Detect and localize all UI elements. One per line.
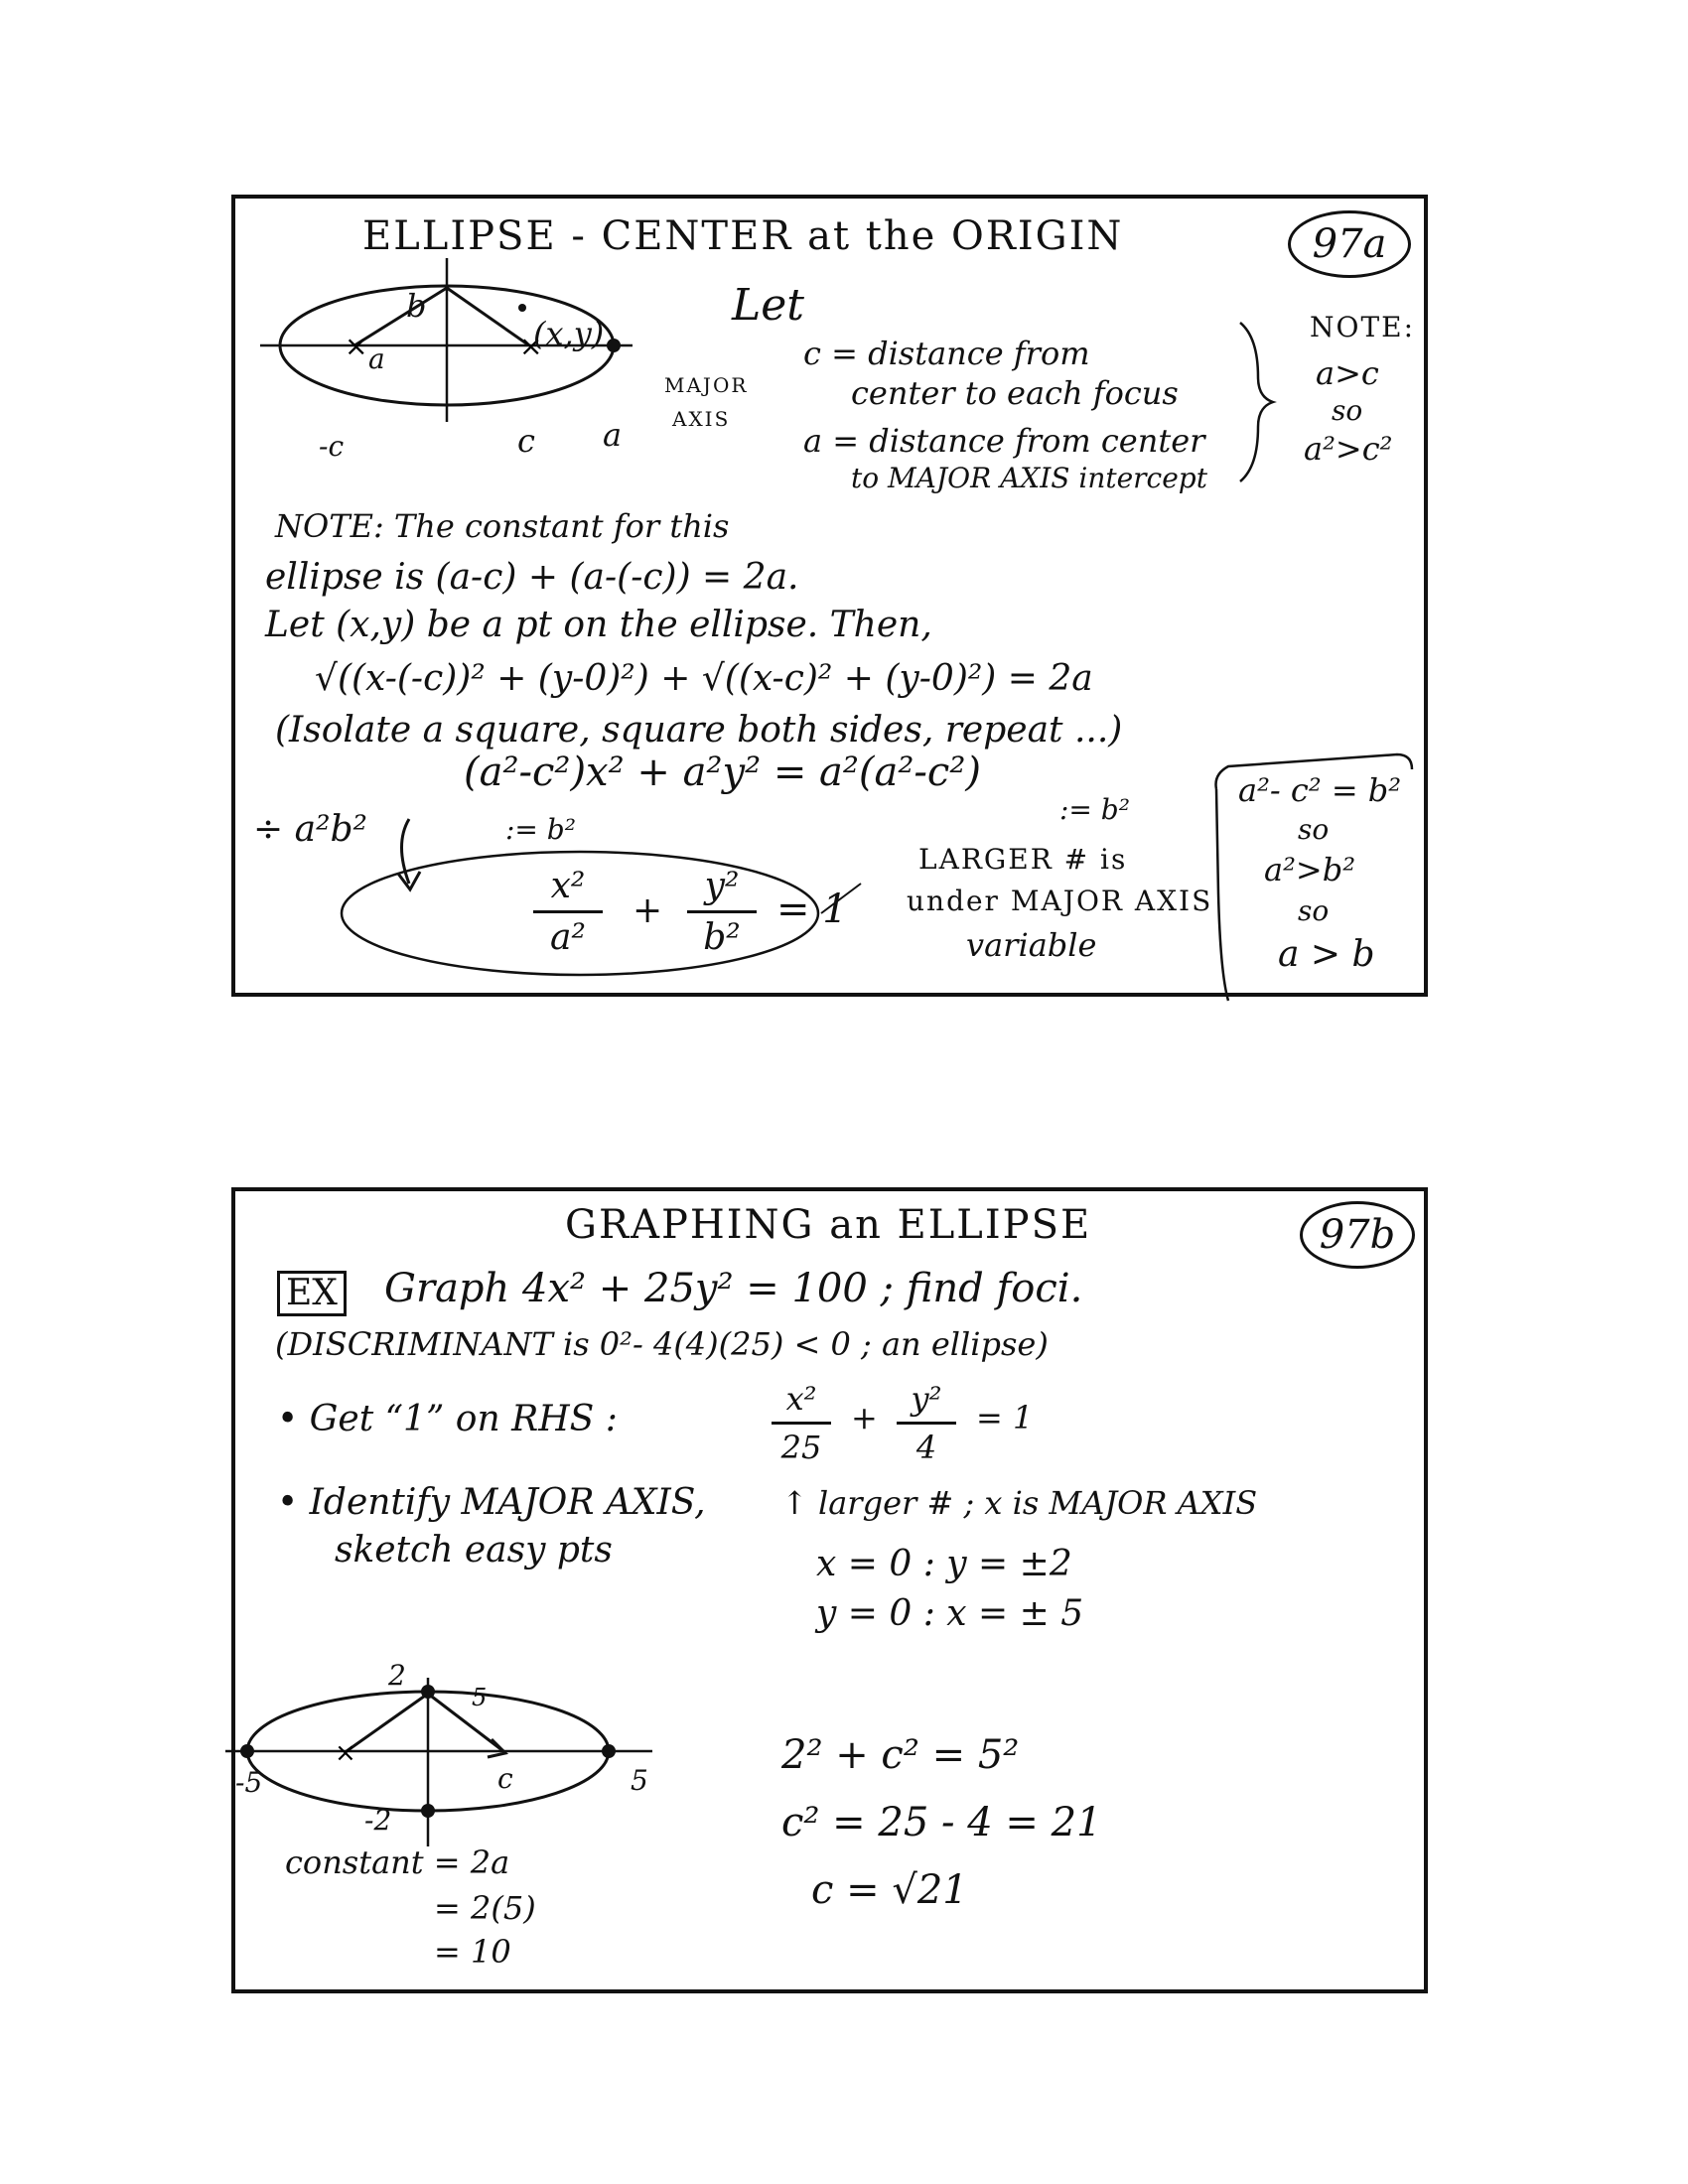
numerator-y2: y²: [687, 866, 757, 913]
numerator-x2: x²: [533, 866, 603, 913]
bullet-identify-1: • Identify MAJOR AXIS,: [277, 1482, 706, 1523]
bullet-identify-2: sketch easy pts: [335, 1530, 613, 1570]
constant-line-1: constant = 2a: [285, 1843, 510, 1881]
pythagorean-3: c = √21: [811, 1867, 968, 1913]
box-right-4: so: [1298, 894, 1330, 927]
numerator-x2: x²: [772, 1380, 831, 1425]
x-zero-line: x = 0 : y = ±2: [816, 1544, 1072, 1584]
graph-label-c: c: [497, 1762, 513, 1795]
label-a-right: a: [603, 416, 623, 454]
numerator-y2: y²: [897, 1380, 956, 1425]
major-axis-label-1: MAJOR: [664, 373, 749, 397]
a-definition-1: a = distance from center: [803, 422, 1205, 460]
svg-text:×: ×: [345, 330, 368, 362]
divide-step: ÷ a²b²: [253, 809, 367, 850]
isolate-note: (Isolate a square, square both sides, repeat ...): [275, 710, 1123, 751]
label-b: b: [406, 287, 427, 325]
card-97a: [231, 195, 1428, 997]
graph-label-bottom: -2: [364, 1804, 392, 1837]
graph-label-left: -5: [235, 1766, 263, 1799]
let-label: Let: [732, 280, 804, 331]
box-right-5: a > b: [1278, 934, 1375, 975]
denominator-25: 25: [780, 1429, 822, 1466]
major-axis-label-2: AXIS: [672, 407, 731, 431]
c-definition-2: center to each focus: [851, 374, 1179, 412]
equals-one: = 1: [976, 1399, 1034, 1436]
page-badge: 97a: [1288, 210, 1411, 278]
bullet-get-one: • Get “1” on RHS :: [277, 1399, 618, 1439]
c-definition-1: c = distance from: [803, 335, 1090, 372]
let-point-line: Let (x,y) be a pt on the ellipse. Then,: [265, 605, 932, 645]
standard-frac-y: [687, 866, 757, 958]
larger-note-1: LARGER # is: [918, 843, 1128, 876]
note-right-2: a>c: [1316, 354, 1379, 392]
page-badge: 97b: [1300, 1201, 1415, 1269]
label-c: c: [517, 422, 535, 460]
note-right-3: so: [1332, 394, 1363, 427]
svg-text:×: ×: [519, 330, 543, 362]
plus-sign: +: [851, 1399, 878, 1436]
graph-label-top: 2: [388, 1659, 406, 1692]
a-definition-2: to MAJOR AXIS intercept: [851, 462, 1207, 494]
expanded-equation: (a²-c²)x² + a²y² = a²(a²-c²): [464, 750, 981, 795]
radical-equation: √((x-(-c))² + (y-0)²) + √((x-c)² + (y-0)²) = 2a: [315, 658, 1093, 699]
pythagorean-1: 2² + c² = 5²: [781, 1732, 1020, 1778]
card-97b: [231, 1187, 1428, 1993]
note-line-1: NOTE: The constant for this: [275, 507, 730, 545]
box-right-2: so: [1298, 813, 1330, 846]
y-zero-line: y = 0 : x = ± 5: [816, 1593, 1084, 1634]
plus-sign: +: [633, 890, 663, 931]
larger-note: ↑ larger # ; x is MAJOR AXIS: [781, 1484, 1258, 1522]
set-b2-right: := b²: [1059, 793, 1130, 826]
note-right-1: NOTE:: [1310, 311, 1416, 343]
pythagorean-2: c² = 25 - 4 = 21: [781, 1800, 1102, 1845]
larger-note-3: variable: [966, 926, 1097, 964]
constant-line-2: = 2(5): [434, 1889, 536, 1927]
box-right-3: a²>b²: [1264, 851, 1356, 888]
discriminant-line: (DISCRIMINANT is 0²- 4(4)(25) < 0 ; an ellipse): [275, 1325, 1049, 1363]
graph-label-right: 5: [631, 1764, 648, 1797]
graph-label-hyp: 5: [472, 1684, 488, 1711]
label-point: (x,y): [533, 315, 605, 352]
label-a-left: a: [368, 342, 385, 375]
standard-frac-x: [533, 866, 603, 958]
svg-text:×: ×: [335, 1738, 356, 1768]
denominator-a2: a²: [550, 917, 586, 958]
note-right-4: a²>c²: [1304, 430, 1393, 468]
example-label: EX: [277, 1271, 347, 1316]
constant-line-3: = 10: [434, 1933, 511, 1971]
denominator-4: 4: [915, 1429, 937, 1466]
equals-one: = 1: [776, 887, 848, 932]
label-neg-c: -c: [319, 430, 345, 463]
denominator-b2: b²: [703, 917, 741, 958]
set-b2-left: := b²: [505, 813, 576, 846]
larger-note-2: under MAJOR AXIS: [907, 885, 1213, 917]
card-title: ELLIPSE - CENTER at the ORIGIN: [362, 213, 1124, 259]
card-title: GRAPHING an ELLIPSE: [565, 1202, 1092, 1248]
box-right-1: a²- c² = b²: [1238, 771, 1402, 809]
note-line-2: ellipse is (a-c) + (a-(-c)) = 2a.: [265, 557, 799, 598]
example-text: Graph 4x² + 25y² = 100 ; find foci.: [384, 1266, 1083, 1311]
